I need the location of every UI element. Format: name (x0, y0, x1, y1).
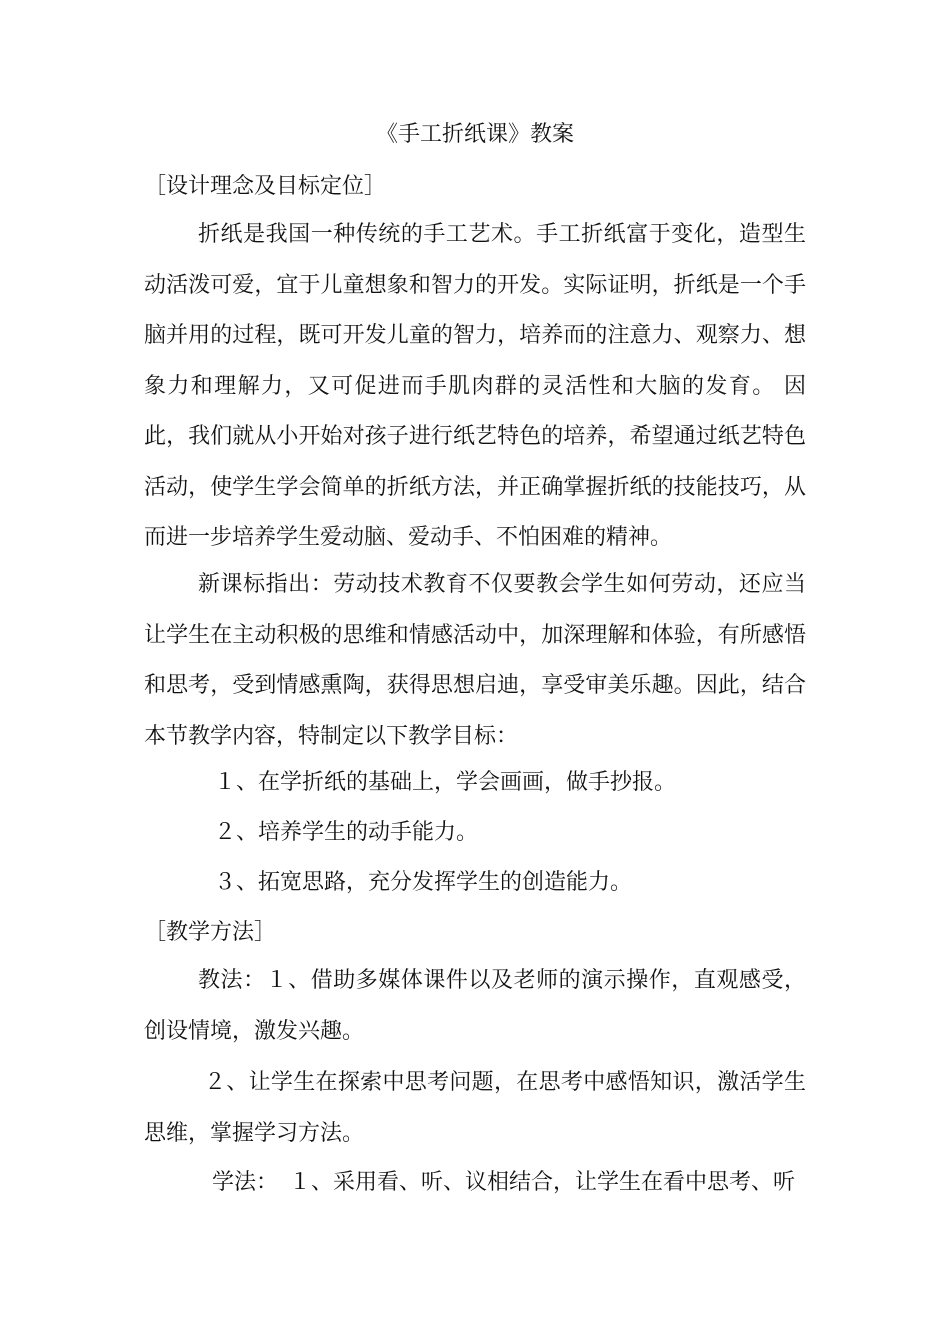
goal-item-3: ３、拓宽思路，充分发挥学生的创造能力。 (214, 870, 633, 895)
paragraph-design-concept: 折纸是我国一种传统的手工艺术。手工折纸富于变化，造型生动活泼可爱，宜于儿童想象和智力的开发。实际证明，折纸是一个手脑并用的过程，既可开发儿童的智力，培养而的注意力、观察力、想象力和理解力，又可促进而手肌肉群的灵活性和大脑的发育。 因此，我们就从小开始对孩子进行纸艺特色的培养，希望通过纸艺特色活动，使学生学会简单的折纸方法，并正确掌握折纸的技能技巧，从而进一步培养学生爱动脑、爱动手、不怕困难的精神。 (144, 222, 806, 550)
paragraph-study-method-1: 学法： １、采用看、听、议相结合，让学生在看中思考、听 (212, 1170, 796, 1195)
paragraph-teaching-method-1: 教法：１、借助多媒体课件以及老师的演示操作，直观感受，创设情境，激发兴趣。 (144, 968, 806, 1044)
section-heading-methods: ［教学方法］ (144, 920, 277, 945)
goal-item-2: ２、培养学生的动手能力。 (214, 820, 479, 845)
goal-item-1: １、在学折纸的基础上，学会画画，做手抄报。 (214, 770, 677, 795)
page-title: 《手工折纸课》教案 (375, 122, 574, 147)
paragraph-teaching-method-2: ２、让学生在探索中思考问题，在思考中感悟知识，激活学生思维，掌握学习方法。 (144, 1070, 806, 1146)
paragraph-curriculum-standard: 新课标指出：劳动技术教育不仅要教会学生如何劳动，还应当让学生在主动积极的思维和情感活动中，加深理解和体验，有所感悟和思考，受到情感熏陶，获得思想启迪，享受审美乐趣。因此，结合本节教学内容，特制定以下教学目标： (144, 572, 806, 749)
section-heading-design: ［设计理念及目标定位］ (144, 174, 387, 199)
